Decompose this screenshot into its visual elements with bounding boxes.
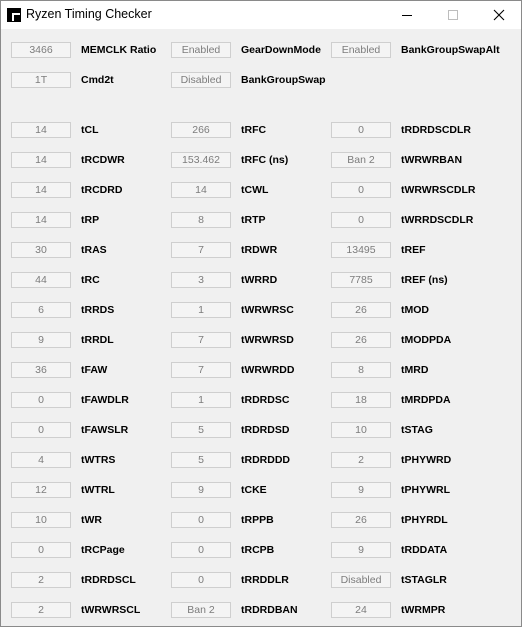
- tmrdpda-label: tMRDPDA: [401, 394, 451, 406]
- cmd2t-label: Cmd2t: [81, 74, 114, 86]
- tstaglr-label: tSTAGLR: [401, 574, 447, 586]
- trppb-label: tRPPB: [241, 514, 274, 526]
- trdrdsd-value-field[interactable]: 5: [171, 422, 231, 438]
- trdrdban-value-field[interactable]: Ban 2: [171, 602, 231, 618]
- tras-label: tRAS: [81, 244, 107, 256]
- trdrdscdlr-value-field[interactable]: 0: [331, 122, 391, 138]
- tphywrl-value-field[interactable]: 9: [331, 482, 391, 498]
- tmodpda-label: tMODPDA: [401, 334, 452, 346]
- twrrdscdlr-value-field[interactable]: 0: [331, 212, 391, 228]
- bankgroupswapalt-value-field[interactable]: Enabled: [331, 42, 391, 58]
- trcdwr-value-field[interactable]: 14: [11, 152, 71, 168]
- tref-ns-label: tREF (ns): [401, 274, 448, 286]
- trcdwr-label: tRCDWR: [81, 154, 125, 166]
- twrwrban-value-field[interactable]: Ban 2: [331, 152, 391, 168]
- trtp-value-field[interactable]: 8: [171, 212, 231, 228]
- twrmpr-label: tWRMPR: [401, 604, 446, 616]
- minimize-button[interactable]: [384, 1, 430, 29]
- tphywrd-label: tPHYWRD: [401, 454, 452, 466]
- twrwrsc-label: tWRWRSC: [241, 304, 294, 316]
- twrrd-label: tWRRD: [241, 274, 278, 286]
- tmodpda-value-field[interactable]: 26: [331, 332, 391, 348]
- trcpage-value-field[interactable]: 0: [11, 542, 71, 558]
- trdrdscl-label: tRDRDSCL: [81, 574, 136, 586]
- twtrl-value-field[interactable]: 12: [11, 482, 71, 498]
- trc-label: tRC: [81, 274, 100, 286]
- tstag-label: tSTAG: [401, 424, 433, 436]
- twrwrdd-value-field[interactable]: 7: [171, 362, 231, 378]
- tmod-value-field[interactable]: 26: [331, 302, 391, 318]
- tras-value-field[interactable]: 30: [11, 242, 71, 258]
- trdrdscdlr-label: tRDRDSCDLR: [401, 124, 471, 136]
- trddata-value-field[interactable]: 9: [331, 542, 391, 558]
- tphywrl-label: tPHYWRL: [401, 484, 450, 496]
- bankgroupswap-label: BankGroupSwap: [241, 74, 326, 86]
- trcpb-value-field[interactable]: 0: [171, 542, 231, 558]
- twtrl-label: tWTRL: [81, 484, 115, 496]
- trdrdsc-label: tRDRDSC: [241, 394, 290, 406]
- tstaglr-value-field[interactable]: Disabled: [331, 572, 391, 588]
- tref-ns-value-field[interactable]: 7785: [331, 272, 391, 288]
- trdrddd-value-field[interactable]: 5: [171, 452, 231, 468]
- tstag-value-field[interactable]: 10: [331, 422, 391, 438]
- tphyrdl-value-field[interactable]: 26: [331, 512, 391, 528]
- tfaw-label: tFAW: [81, 364, 108, 376]
- tmrd-label: tMRD: [401, 364, 429, 376]
- trppb-value-field[interactable]: 0: [171, 512, 231, 528]
- trdwr-label: tRDWR: [241, 244, 278, 256]
- trdwr-value-field[interactable]: 7: [171, 242, 231, 258]
- twrwrscdlr-label: tWRWRSCDLR: [401, 184, 476, 196]
- tfaw-value-field[interactable]: 36: [11, 362, 71, 378]
- tref-value-field[interactable]: 13495: [331, 242, 391, 258]
- trrds-value-field[interactable]: 6: [11, 302, 71, 318]
- geardownmode-label: GearDownMode: [241, 44, 321, 56]
- tmrd-value-field[interactable]: 8: [331, 362, 391, 378]
- twrwrscdlr-value-field[interactable]: 0: [331, 182, 391, 198]
- trdrdban-label: tRDRDBAN: [241, 604, 298, 616]
- memclk-ratio-label: MEMCLK Ratio: [81, 44, 157, 56]
- tfawslr-value-field[interactable]: 0: [11, 422, 71, 438]
- window-title: Ryzen Timing Checker: [26, 7, 152, 21]
- trrds-label: tRRDS: [81, 304, 115, 316]
- tcwl-value-field[interactable]: 14: [171, 182, 231, 198]
- trddata-label: tRDDATA: [401, 544, 448, 556]
- tcke-label: tCKE: [241, 484, 267, 496]
- tmrdpda-value-field[interactable]: 18: [331, 392, 391, 408]
- trtp-label: tRTP: [241, 214, 266, 226]
- twrwrban-label: tWRWRBAN: [401, 154, 463, 166]
- twr-label: tWR: [81, 514, 102, 526]
- twrwrscl-label: tWRWRSCL: [81, 604, 141, 616]
- twrwrsd-label: tWRWRSD: [241, 334, 294, 346]
- twrwrsd-value-field[interactable]: 7: [171, 332, 231, 348]
- tfawdlr-label: tFAWDLR: [81, 394, 129, 406]
- trfc-label: tRFC: [241, 124, 267, 136]
- twtrs-label: tWTRS: [81, 454, 116, 466]
- trrdl-label: tRRDL: [81, 334, 114, 346]
- tphywrd-value-field[interactable]: 2: [331, 452, 391, 468]
- trcdrd-value-field[interactable]: 14: [11, 182, 71, 198]
- trcdrd-label: tRCDRD: [81, 184, 123, 196]
- twrwrdd-label: tWRWRDD: [241, 364, 295, 376]
- trdrdsc-value-field[interactable]: 1: [171, 392, 231, 408]
- trrdl-value-field[interactable]: 9: [11, 332, 71, 348]
- memclk-ratio-value-field[interactable]: 3466: [11, 42, 71, 58]
- minimize-icon: [402, 15, 412, 16]
- tmod-label: tMOD: [401, 304, 429, 316]
- trc-value-field[interactable]: 44: [11, 272, 71, 288]
- close-button[interactable]: [476, 1, 522, 29]
- bankgroupswap-value-field[interactable]: Disabled: [171, 72, 231, 88]
- twrwrsc-value-field[interactable]: 1: [171, 302, 231, 318]
- tphyrdl-label: tPHYRDL: [401, 514, 448, 526]
- twtrs-value-field[interactable]: 4: [11, 452, 71, 468]
- trrddlr-label: tRRDDLR: [241, 574, 289, 586]
- trfc-ns-label: tRFC (ns): [241, 154, 289, 166]
- maximize-button[interactable]: [430, 1, 476, 29]
- tcke-value-field[interactable]: 9: [171, 482, 231, 498]
- trdrddd-label: tRDRDDD: [241, 454, 290, 466]
- tcl-value-field[interactable]: 14: [11, 122, 71, 138]
- trcpb-label: tRCPB: [241, 544, 275, 556]
- tfawslr-label: tFAWSLR: [81, 424, 129, 436]
- tcwl-label: tCWL: [241, 184, 269, 196]
- trdrdsd-label: tRDRDSD: [241, 424, 290, 436]
- trrddlr-value-field[interactable]: 0: [171, 572, 231, 588]
- trp-label: tRP: [81, 214, 100, 226]
- trcpage-label: tRCPage: [81, 544, 125, 556]
- trp-value-field[interactable]: 14: [11, 212, 71, 228]
- tref-label: tREF: [401, 244, 426, 256]
- cmd2t-value-field[interactable]: 1T: [11, 72, 71, 88]
- twr-value-field[interactable]: 10: [11, 512, 71, 528]
- close-icon: [493, 9, 505, 21]
- maximize-icon: [448, 10, 458, 20]
- trfc-ns-value-field[interactable]: 153.462: [171, 152, 231, 168]
- app-icon: [7, 8, 21, 22]
- bankgroupswapalt-label: BankGroupSwapAlt: [401, 44, 500, 56]
- trdrdscl-value-field[interactable]: 2: [11, 572, 71, 588]
- twrwrscl-value-field[interactable]: 2: [11, 602, 71, 618]
- title-bar[interactable]: [1, 1, 521, 29]
- tcl-label: tCL: [81, 124, 99, 136]
- twrrd-value-field[interactable]: 3: [171, 272, 231, 288]
- twrmpr-value-field[interactable]: 24: [331, 602, 391, 618]
- trfc-value-field[interactable]: 266: [171, 122, 231, 138]
- geardownmode-value-field[interactable]: Enabled: [171, 42, 231, 58]
- twrrdscdlr-label: tWRRDSCDLR: [401, 214, 474, 226]
- tfawdlr-value-field[interactable]: 0: [11, 392, 71, 408]
